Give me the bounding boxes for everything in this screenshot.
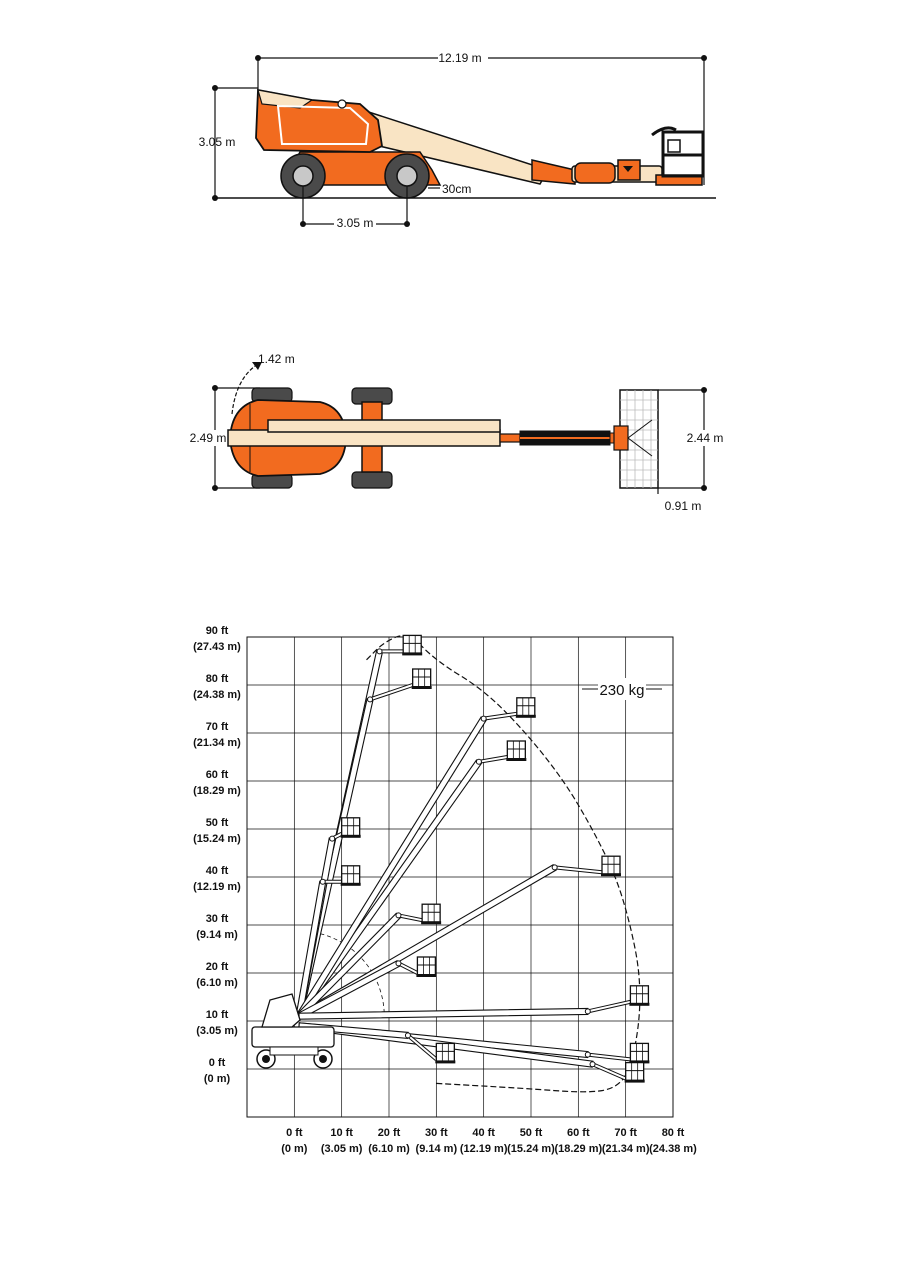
platform-width-label: 2.44 m bbox=[686, 431, 724, 445]
x-tick-label-ft: 0 ft bbox=[286, 1127, 303, 1139]
platform-basket bbox=[342, 818, 360, 836]
knuckle-pin bbox=[368, 697, 373, 702]
platform-basket bbox=[413, 669, 431, 687]
x-tick-label-ft: 70 ft bbox=[614, 1127, 637, 1139]
knuckle-pin bbox=[396, 961, 401, 966]
x-tick-label-ft: 30 ft bbox=[425, 1127, 448, 1139]
platform-basket bbox=[436, 1043, 454, 1061]
y-tick-label-ft: 60 ft bbox=[205, 769, 229, 781]
y-tick-label-ft: 30 ft bbox=[205, 913, 229, 925]
jib-section-inner bbox=[370, 685, 413, 699]
y-tick-label-m: (18.29 m) bbox=[193, 785, 241, 797]
y-tick-label-m: (9.14 m) bbox=[196, 929, 238, 941]
basket-floor bbox=[516, 715, 536, 718]
boom-position bbox=[296, 669, 432, 1017]
y-tick-label-m: (12.19 m) bbox=[193, 881, 241, 893]
y-tick-label-ft: 70 ft bbox=[205, 721, 229, 733]
basket-floor bbox=[629, 1003, 649, 1006]
knuckle-pin bbox=[405, 1033, 410, 1038]
x-axis-labels bbox=[281, 1127, 697, 1155]
tailswing-label: 1.42 m bbox=[258, 352, 295, 366]
jib-knuckle bbox=[575, 163, 615, 183]
y-tick-label-ft: 40 ft bbox=[205, 865, 229, 877]
basket-floor bbox=[341, 835, 361, 838]
y-tick-label-m: (21.34 m) bbox=[193, 737, 241, 749]
knuckle-pin bbox=[585, 1052, 590, 1057]
y-tick-label-m: (27.43 m) bbox=[193, 641, 241, 653]
knuckle-pin bbox=[396, 913, 401, 918]
basket-floor bbox=[402, 652, 422, 655]
y-tick-label-m: (15.24 m) bbox=[193, 833, 241, 845]
machine-width-label: 2.49 m bbox=[189, 431, 227, 445]
basket-floor bbox=[412, 686, 432, 689]
x-tick-label-ft: 10 ft bbox=[330, 1127, 353, 1139]
platform-basket bbox=[417, 957, 435, 975]
height-label: 3.05 m bbox=[198, 135, 236, 149]
x-tick-label-m: (15.24 m) bbox=[507, 1143, 555, 1155]
wheelbase-label: 3.05 m bbox=[336, 216, 374, 230]
y-tick-label-ft: 50 ft bbox=[205, 817, 229, 829]
y-tick-label-ft: 90 ft bbox=[205, 625, 229, 637]
ground-clearance-label: 30cm bbox=[442, 182, 472, 196]
x-tick-label-m: (0 m) bbox=[281, 1143, 308, 1155]
x-tick-label-ft: 50 ft bbox=[519, 1127, 543, 1139]
knuckle-pin bbox=[476, 759, 481, 764]
y-tick-label-ft: 80 ft bbox=[205, 673, 229, 685]
basket-floor bbox=[341, 883, 361, 886]
x-tick-label-ft: 80 ft bbox=[661, 1127, 685, 1139]
chart-axle-frame bbox=[270, 1047, 318, 1055]
basket-floor bbox=[435, 1060, 455, 1063]
capacity-label: 230 kg bbox=[599, 682, 645, 699]
platform-basket bbox=[626, 1063, 644, 1081]
y-tick-label-ft: 0 ft bbox=[208, 1057, 226, 1069]
y-tick-label-ft: 20 ft bbox=[205, 961, 229, 973]
top-tire-front-right bbox=[352, 472, 392, 488]
chart-hub-front bbox=[319, 1055, 327, 1063]
x-tick-label-m: (3.05 m) bbox=[320, 1143, 363, 1155]
boom-positions bbox=[296, 635, 649, 1082]
x-tick-label-ft: 20 ft bbox=[377, 1127, 401, 1139]
side-view bbox=[199, 50, 716, 231]
knuckle-pin bbox=[552, 865, 557, 870]
knuckle-pin bbox=[590, 1062, 595, 1067]
overall-length-label: 12.19 m bbox=[438, 51, 482, 65]
jib-section-inner bbox=[588, 1002, 631, 1012]
x-tick-label-m: (18.29 m) bbox=[554, 1143, 603, 1155]
platform-basket bbox=[422, 904, 440, 922]
knuckle-pin bbox=[320, 879, 325, 884]
x-tick-label-m: (6.10 m) bbox=[368, 1143, 410, 1155]
x-tick-label-ft: 40 ft bbox=[472, 1127, 495, 1139]
basket-floor bbox=[506, 758, 526, 761]
knuckle-pin bbox=[330, 836, 335, 841]
x-tick-label-ft: 60 ft bbox=[567, 1127, 590, 1139]
platform-basket bbox=[602, 856, 620, 874]
platform-basket bbox=[507, 741, 525, 759]
x-tick-label-m: (9.14 m) bbox=[415, 1143, 458, 1155]
knuckle-pin bbox=[481, 716, 486, 721]
basket-floor bbox=[421, 921, 441, 924]
x-tick-label-m: (12.19 m) bbox=[459, 1143, 508, 1155]
knuckle-pin bbox=[377, 649, 382, 654]
platform-basket bbox=[517, 698, 535, 716]
boom-section bbox=[299, 1008, 588, 1019]
basket-floor bbox=[625, 1080, 645, 1083]
platform-control-box bbox=[668, 140, 680, 152]
chart-chassis bbox=[252, 1027, 334, 1047]
y-tick-label-ft: 10 ft bbox=[205, 1009, 229, 1021]
y-tick-label-m: (24.38 m) bbox=[193, 689, 241, 701]
platform-basket bbox=[403, 635, 421, 653]
y-axis-labels bbox=[193, 625, 241, 1085]
basket-floor bbox=[416, 974, 436, 977]
knuckle-pin bbox=[585, 1009, 590, 1014]
basket-floor bbox=[601, 873, 621, 876]
y-tick-label-m: (0 m) bbox=[203, 1073, 231, 1085]
capacity-callout bbox=[582, 678, 662, 700]
jib-section-inner bbox=[593, 1064, 626, 1078]
platform-basket bbox=[630, 986, 648, 1004]
platform-basket bbox=[342, 866, 360, 884]
boom-nose bbox=[532, 160, 575, 184]
y-tick-label-m: (3.05 m) bbox=[196, 1025, 238, 1037]
y-tick-label-m: (6.10 m) bbox=[196, 977, 238, 989]
platform-basket bbox=[630, 1043, 648, 1061]
working-range-chart bbox=[193, 625, 697, 1155]
jib-section-inner bbox=[398, 963, 417, 973]
platform-depth-label: 0.91 m bbox=[664, 499, 702, 513]
x-tick-label-m: (21.34 m) bbox=[601, 1143, 650, 1155]
top-view bbox=[190, 352, 724, 513]
x-tick-label-m: (24.38 m) bbox=[649, 1143, 697, 1155]
chart-hub-rear bbox=[262, 1055, 270, 1063]
